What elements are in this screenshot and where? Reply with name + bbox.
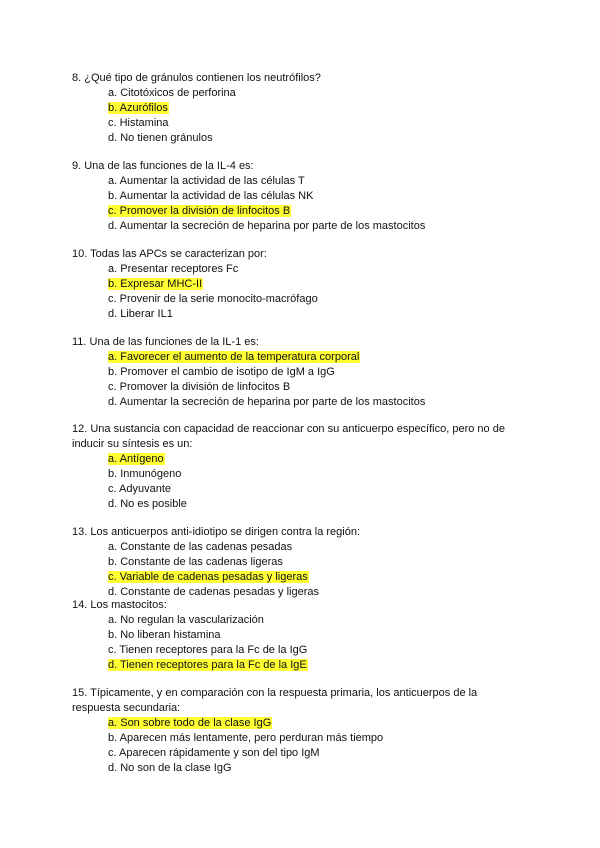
- option-text: a. No regulan la vascularización: [108, 614, 264, 626]
- option-a: [72, 540, 512, 555]
- option-c: [72, 570, 512, 585]
- option-text: b. Constante de las cadenas ligeras: [108, 556, 283, 568]
- option-text-highlighted: a. Favorecer el aumento de la temperatura corporal: [108, 351, 360, 363]
- option-d: [72, 131, 512, 146]
- question-stem: 12. Una sustancia con capacidad de reaccionar con su anticuerpo específico, pero no de inducir su síntesis es un:: [72, 423, 505, 450]
- question-stem: 9. Una de las funciones de la IL-4 es:: [72, 160, 254, 172]
- option-text: d. No son de la clase IgG: [108, 762, 232, 774]
- option-a: [72, 350, 512, 365]
- option-a: [72, 613, 512, 628]
- option-text-highlighted: b. Expresar MHC-II: [108, 278, 203, 290]
- option-text: b. Promover el cambio de isotipo de IgM a IgG: [108, 366, 335, 378]
- option-d: [72, 497, 512, 512]
- option-d: [72, 219, 512, 234]
- question-11: [72, 335, 512, 410]
- option-list: [72, 540, 512, 600]
- option-b: [72, 101, 512, 116]
- option-a: [72, 716, 512, 731]
- option-text-highlighted: a. Antígeno: [108, 453, 164, 465]
- question-stem: 14. Los mastocitos:: [72, 599, 167, 611]
- option-a: [72, 174, 512, 189]
- option-text-highlighted: b. Azurófilos: [108, 102, 168, 114]
- option-b: [72, 555, 512, 570]
- option-a: [72, 262, 512, 277]
- option-list: [72, 613, 512, 673]
- option-text: c. Tienen receptores para la Fc de la IgG: [108, 644, 308, 656]
- option-c: [72, 746, 512, 761]
- option-text: c. Aparecen rápidamente y son del tipo IgM: [108, 747, 320, 759]
- option-text-highlighted: d. Tienen receptores para la Fc de la IgE: [108, 659, 307, 671]
- question-stem: 8. ¿Qué tipo de gránulos contienen los neutrófilos?: [72, 72, 321, 84]
- option-b: [72, 277, 512, 292]
- option-text: b. Inmunógeno: [108, 468, 182, 480]
- option-text-highlighted: c. Promover la división de linfocitos B: [108, 205, 291, 217]
- option-text: d. Constante de cadenas pesadas y ligeras: [108, 586, 319, 598]
- option-c: [72, 380, 512, 395]
- option-list: [72, 174, 512, 234]
- option-text: c. Provenir de la serie monocito-macrófago: [108, 293, 318, 305]
- option-list: [72, 86, 512, 146]
- option-text: d. Aumentar la secreción de heparina por parte de los mastocitos: [108, 396, 426, 408]
- question-stem: 15. Típicamente, y en comparación con la respuesta primaria, los anticuerpos de la respuesta secundaria:: [72, 687, 478, 714]
- question-8: [72, 71, 512, 146]
- option-text: d. No tienen gránulos: [108, 132, 213, 144]
- option-text: b. Aparecen más lentamente, pero perduran más tiempo: [108, 732, 384, 744]
- option-list: [72, 716, 512, 776]
- option-text: c. Adyuvante: [108, 483, 171, 495]
- option-c: [72, 204, 512, 219]
- option-text: d. Liberar IL1: [108, 308, 173, 320]
- question-stem: 13. Los anticuerpos anti-idiotipo se dirigen contra la región:: [72, 526, 361, 538]
- option-d: [72, 307, 512, 322]
- option-text: a. Aumentar la actividad de las células T: [108, 175, 305, 187]
- question-stem: 10. Todas las APCs se caracterizan por:: [72, 248, 267, 260]
- option-c: [72, 482, 512, 497]
- option-text: a. Presentar receptores Fc: [108, 263, 239, 275]
- option-b: [72, 731, 512, 746]
- option-text: b. No liberan histamina: [108, 629, 221, 641]
- option-text: b. Aumentar la actividad de las células NK: [108, 190, 314, 202]
- question-9: [72, 159, 512, 234]
- option-text: a. Citotóxicos de perforina: [108, 87, 236, 99]
- option-c: [72, 643, 512, 658]
- option-b: [72, 365, 512, 380]
- option-a: [72, 452, 512, 467]
- question-stem: 11. Una de las funciones de la IL-1 es:: [72, 336, 259, 348]
- option-text: d. Aumentar la secreción de heparina por parte de los mastocitos: [108, 220, 426, 232]
- option-d: [72, 761, 512, 776]
- option-list: [72, 350, 512, 410]
- question-15: [72, 686, 512, 776]
- option-list: [72, 262, 512, 322]
- question-13: [72, 525, 512, 600]
- option-d: [72, 395, 512, 410]
- question-10: [72, 247, 512, 322]
- option-text: c. Promover la división de linfocitos B: [108, 381, 291, 393]
- option-text-highlighted: c. Variable de cadenas pesadas y ligeras: [108, 571, 308, 583]
- option-b: [72, 467, 512, 482]
- option-a: [72, 86, 512, 101]
- option-d: [72, 658, 512, 673]
- option-c: [72, 116, 512, 131]
- option-list: [72, 452, 512, 512]
- option-text: c. Histamina: [108, 117, 169, 129]
- option-text-highlighted: a. Son sobre todo de la clase IgG: [108, 717, 272, 729]
- option-b: [72, 189, 512, 204]
- option-c: [72, 292, 512, 307]
- option-text: d. No es posible: [108, 498, 187, 510]
- option-text: a. Constante de las cadenas pesadas: [108, 541, 293, 553]
- question-14: [72, 598, 512, 673]
- question-12: [72, 422, 512, 512]
- option-b: [72, 628, 512, 643]
